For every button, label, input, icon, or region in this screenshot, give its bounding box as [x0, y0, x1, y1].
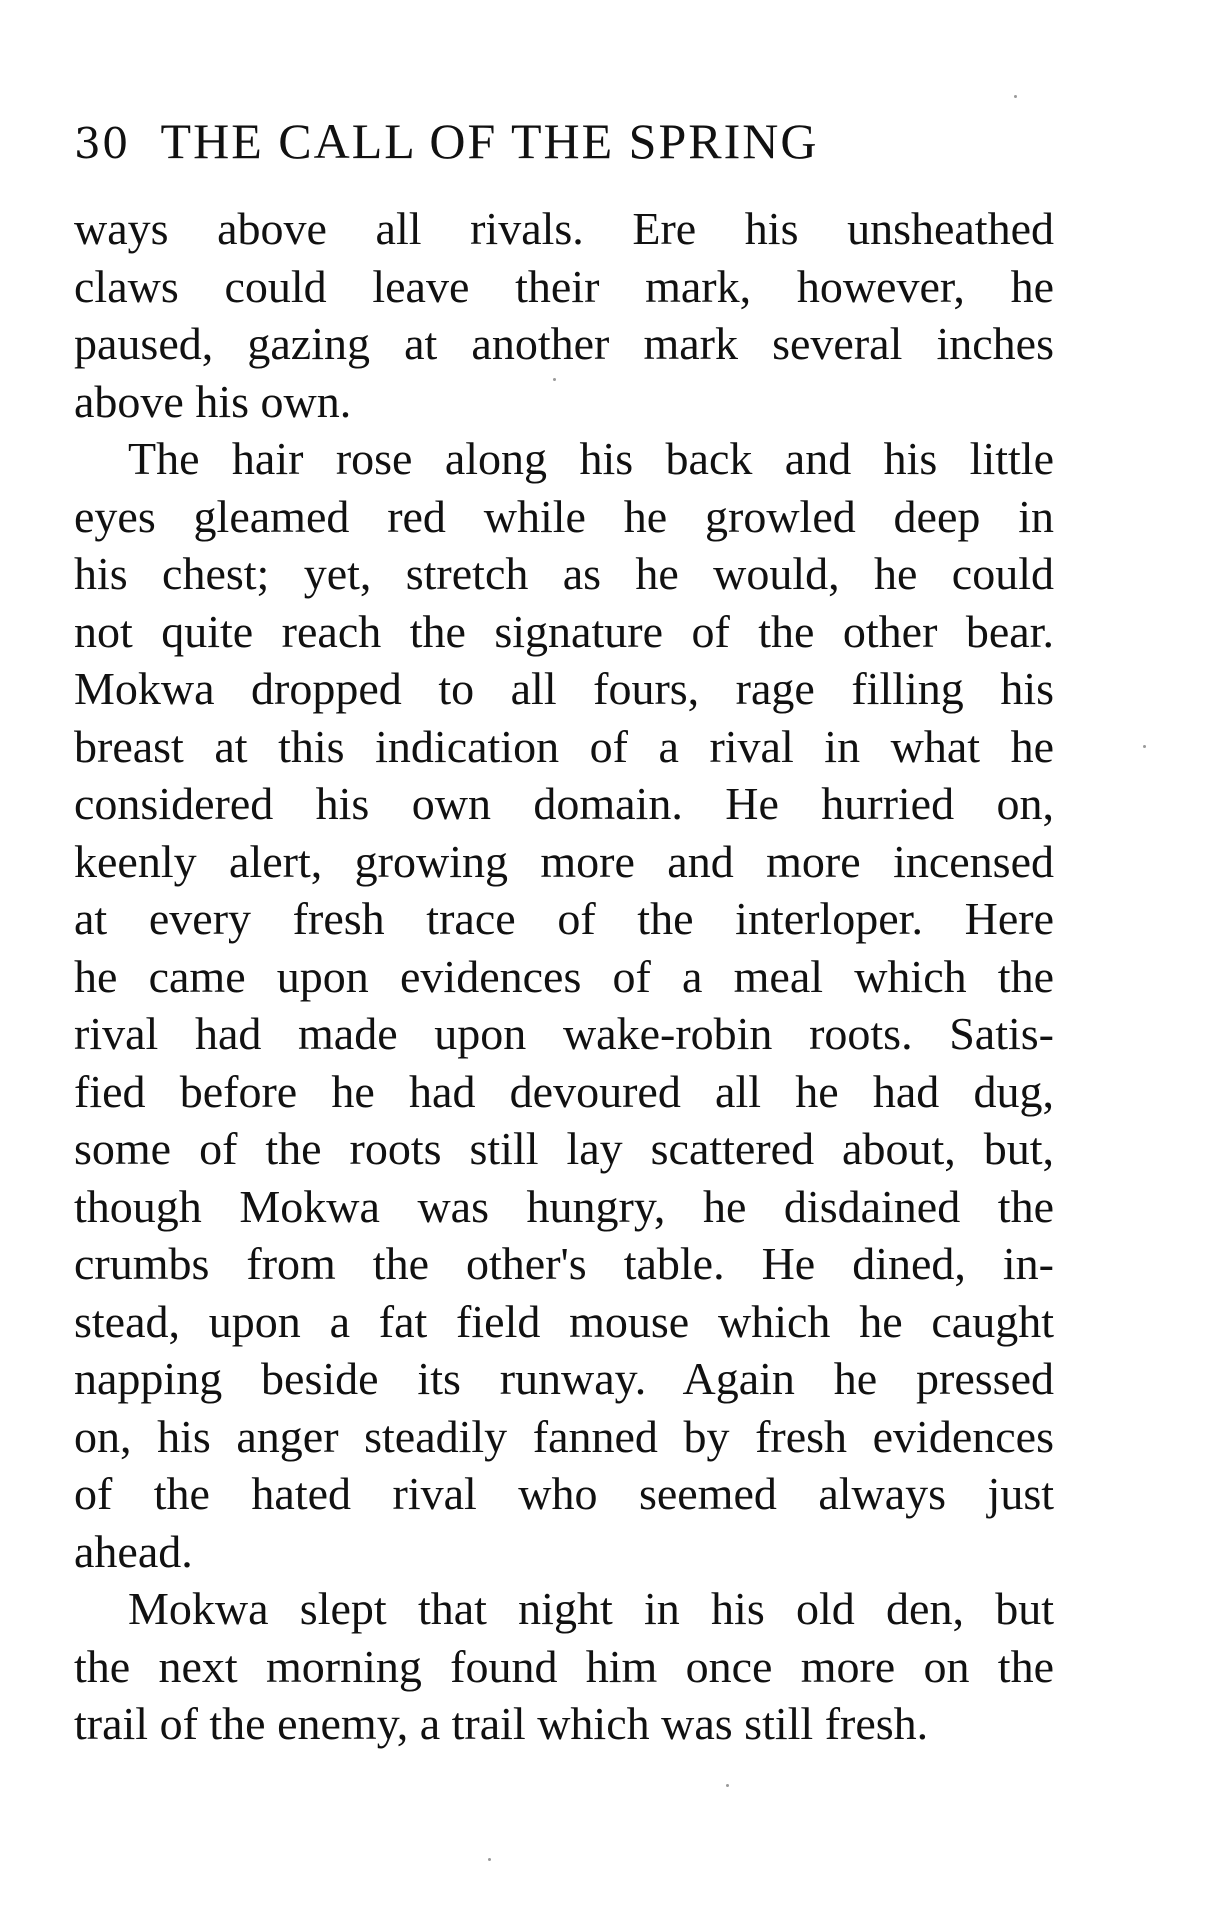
text-line: ahead.	[74, 1525, 193, 1577]
paragraph-1	[74, 200, 1054, 430]
text-line: crumbs from the other's table. He dined, in-	[74, 1238, 1054, 1289]
text-line: the next morning found him once more on the	[74, 1640, 1054, 1692]
text-line: above his own.	[74, 375, 352, 427]
text-line: Mokwa dropped to all fours, rage filling his	[74, 663, 1054, 714]
text-line: trail of the enemy, a trail which was still fresh.	[74, 1698, 929, 1749]
text-line: The hair rose along his back and his little	[128, 433, 1054, 484]
paper-speck	[726, 1784, 729, 1787]
text-line: of the hated rival who seemed always just	[74, 1468, 1054, 1519]
text-line: stead, upon a fat field mouse which he caught	[74, 1295, 1054, 1347]
body-text	[74, 200, 1054, 1753]
page-header	[74, 112, 1064, 182]
text-line: napping beside its runway. Again he pressed	[74, 1353, 1054, 1404]
text-line: ways above all rivals. Ere his unsheathed	[74, 203, 1054, 254]
paper-speck	[1014, 95, 1017, 98]
page-number: 30	[74, 119, 130, 168]
text-line: on, his anger steadily fanned by fresh evidences	[74, 1410, 1054, 1462]
text-line: eyes gleamed red while he growled deep in	[74, 490, 1054, 542]
text-line: some of the roots still lay scattered about, but,	[74, 1123, 1054, 1174]
paper-speck	[553, 378, 556, 381]
text-line: Mokwa slept that night in his old den, but	[128, 1583, 1054, 1634]
text-line: at every fresh trace of the interloper. Here	[74, 893, 1054, 944]
text-line: claws could leave their mark, however, he	[74, 260, 1054, 312]
text-line: breast at this indication of a rival in what he	[74, 720, 1054, 772]
text-line: keenly alert, growing more and more incensed	[74, 835, 1054, 887]
paper-speck	[1143, 745, 1146, 748]
paper-speck	[488, 1858, 491, 1861]
text-line: considered his own domain. He hurried on,	[74, 778, 1054, 829]
paragraph-2	[74, 430, 1054, 1580]
text-line: not quite reach the signature of the other bear.	[74, 605, 1054, 657]
text-line: his chest; yet, stretch as he would, he could	[74, 548, 1054, 599]
text-line: rival had made upon wake-robin roots. Satis-	[74, 1008, 1054, 1059]
paragraph-3	[74, 1580, 1054, 1753]
text-line: fied before he had devoured all he had dug,	[74, 1065, 1054, 1117]
text-line: paused, gazing at another mark several inches	[74, 318, 1054, 369]
text-line: though Mokwa was hungry, he disdained the	[74, 1180, 1054, 1232]
running-title: THE CALL OF THE SPRING	[160, 113, 819, 169]
text-line: he came upon evidences of a meal which the	[74, 950, 1054, 1002]
